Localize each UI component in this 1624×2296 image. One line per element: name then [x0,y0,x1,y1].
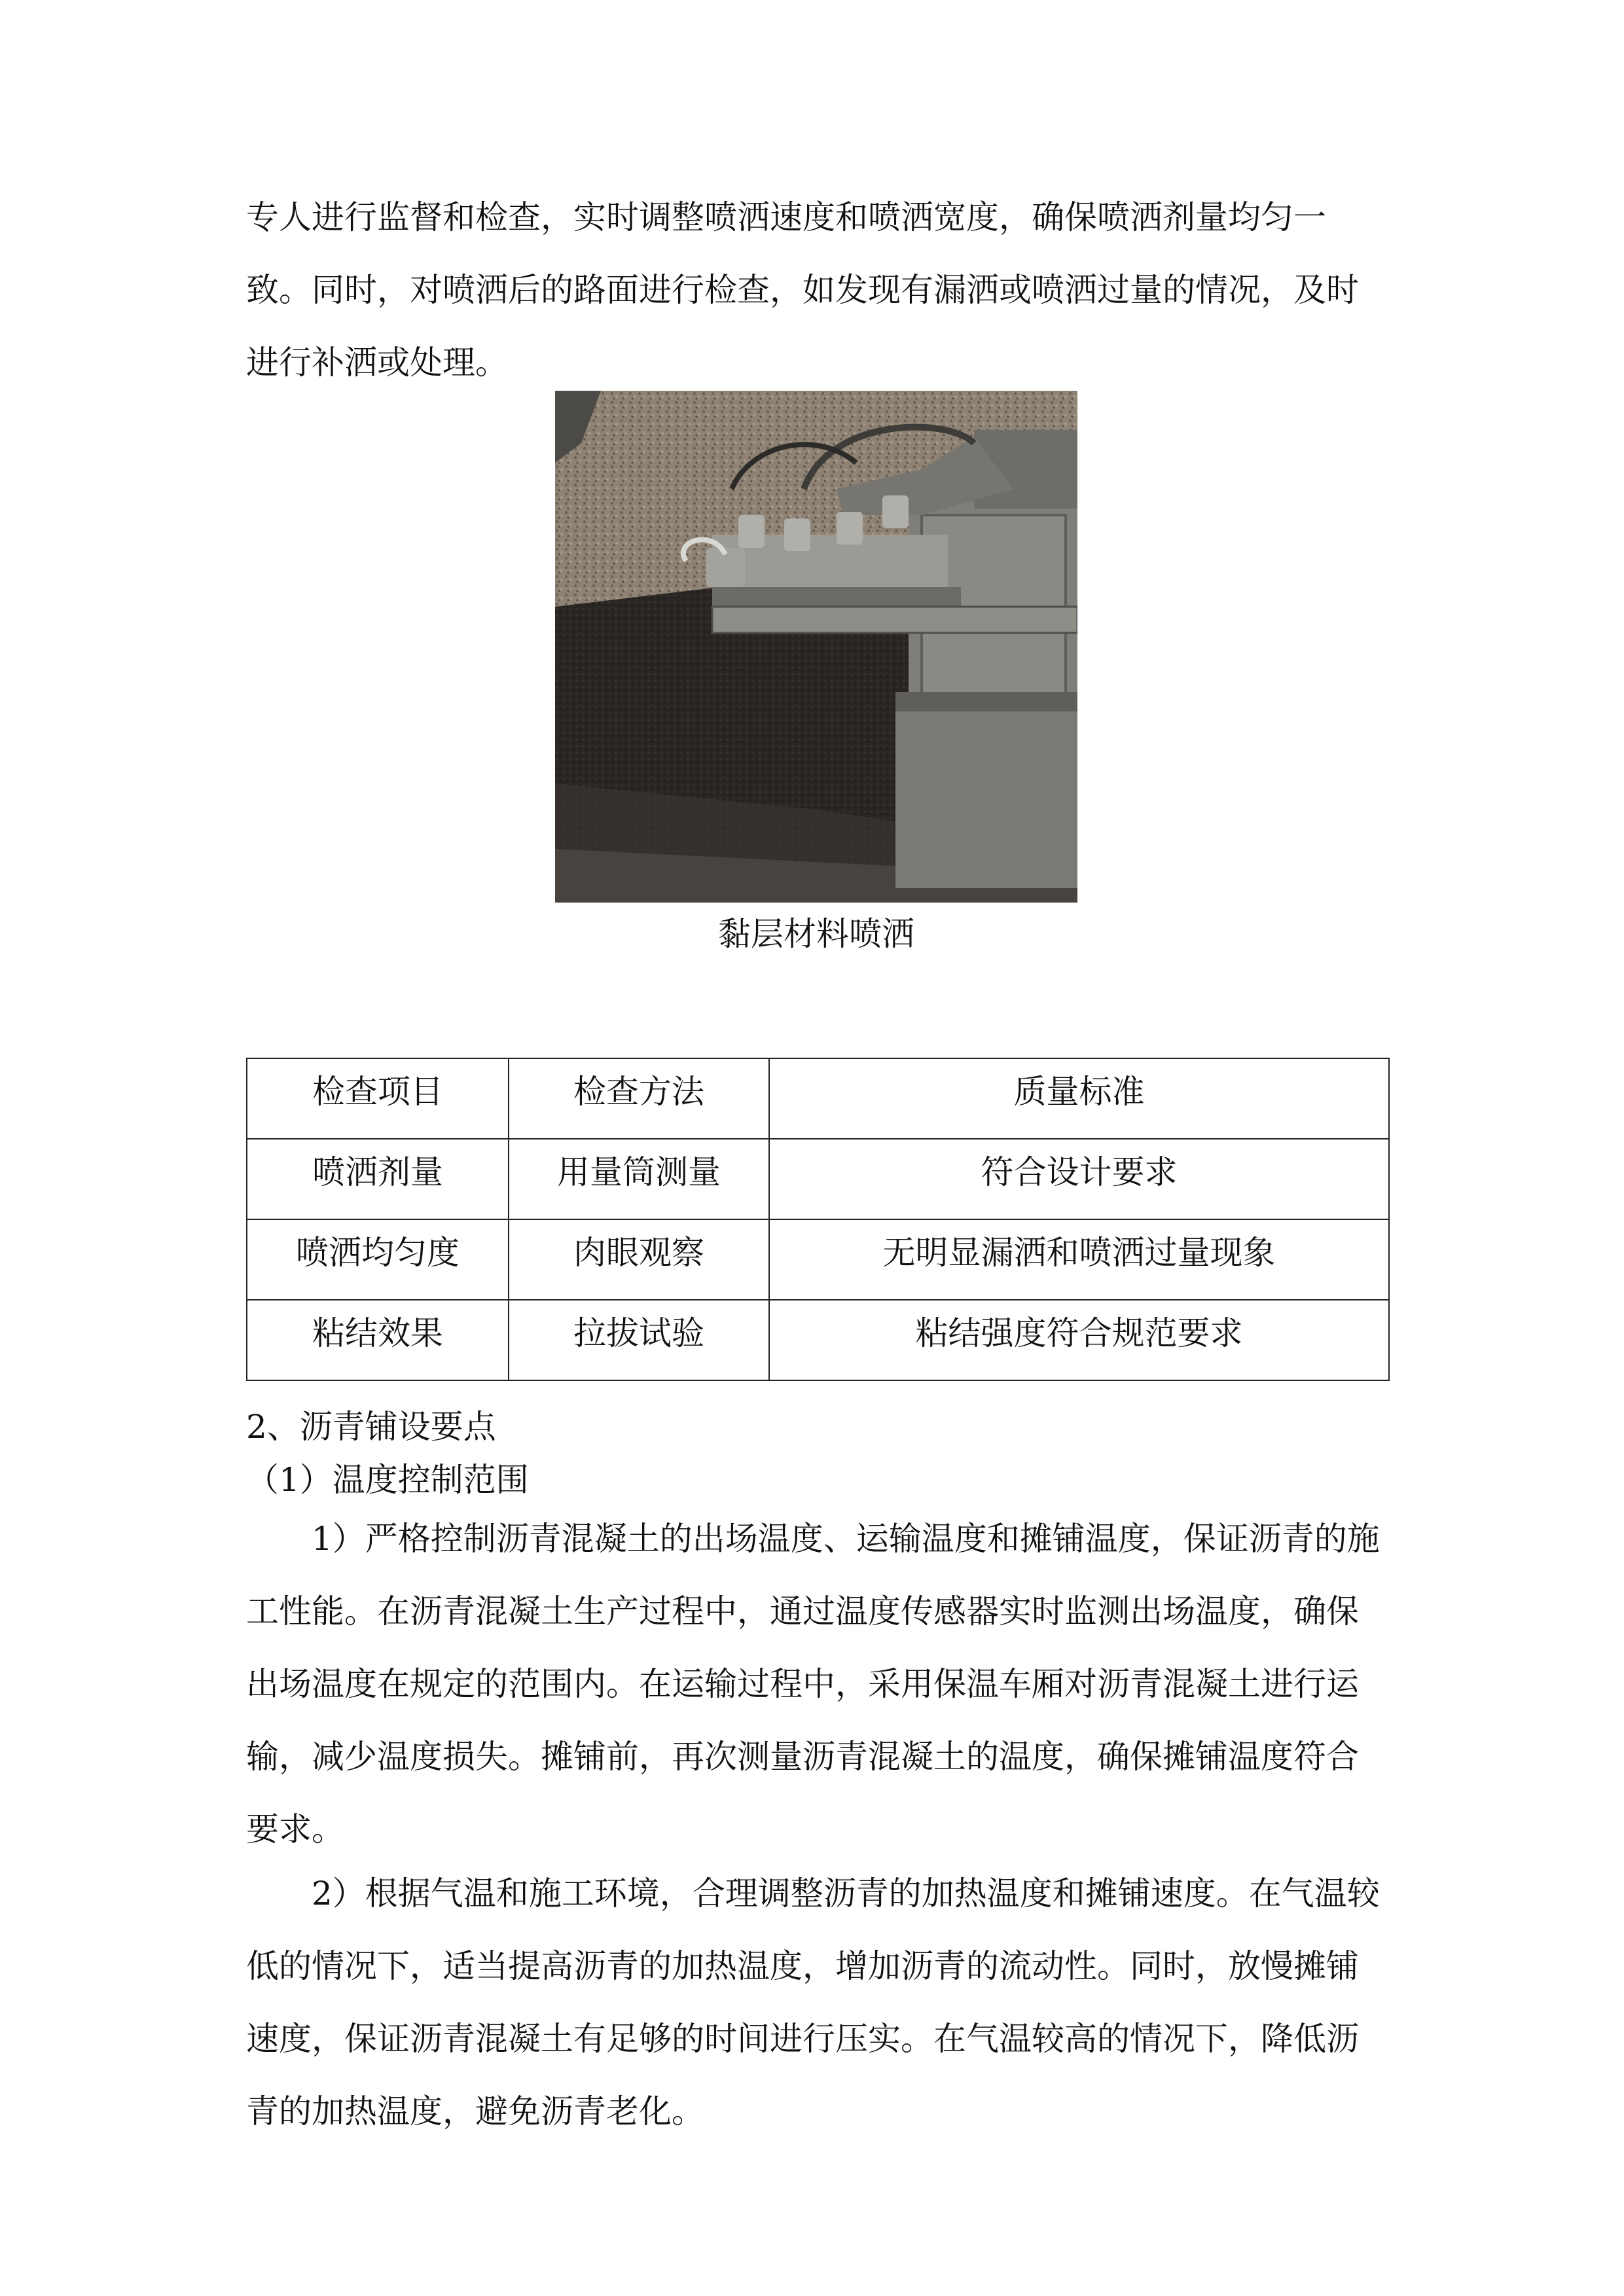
table-cell: 无明显漏洒和喷洒过量现象 [769,1219,1389,1300]
table-cell: 喷洒剂量 [247,1139,509,1219]
table-row [247,1300,1389,1380]
subsection-heading: （1）温度控制范围 [246,1461,529,1499]
table-cell: 粘结效果 [247,1300,509,1380]
table-cell: 拉拔试验 [509,1300,769,1380]
table-header-row [247,1058,1389,1139]
paragraph-1: 1）严格控制沥青混凝土的出场温度、运输温度和摊铺温度，保证沥青的施工性能。在沥青混凝土生产过程中，通过温度传感器实时监测出场温度，确保出场温度在规定的范围内。在运输过程中，采用保温车厢对沥青混凝土进行运输，减少温度损失。摊铺前，再次测量沥青混凝土的温度，确保摊铺温度符合要求。 [246,1520,1380,1848]
table-header-cell: 检查项目 [247,1058,509,1139]
table-row [247,1139,1389,1219]
table-header-cell: 质量标准 [769,1058,1389,1139]
intro-paragraph: 专人进行监督和检查，实时调整喷洒速度和喷洒宽度，确保喷洒剂量均匀一致。同时，对喷洒后的路面进行检查，如发现有漏洒或喷洒过量的情况，及时进行补洒或处理。 [246,198,1359,382]
spraying-photo [555,391,1077,903]
spraying-photo-illustration [555,391,1077,903]
table-cell: 粘结强度符合规范要求 [769,1300,1389,1380]
table-cell: 肉眼观察 [509,1219,769,1300]
inspection-table [246,1058,1390,1381]
table-cell: 喷洒均匀度 [247,1219,509,1300]
table-header-cell: 检查方法 [509,1058,769,1139]
table-row [247,1219,1389,1300]
table-cell: 用量筒测量 [509,1139,769,1219]
figure-caption: 黏层材料喷洒 [718,915,914,953]
paragraph-2: 2）根据气温和施工环境，合理调整沥青的加热温度和摊铺速度。在气温较低的情况下，适当提高沥青的加热温度，增加沥青的流动性。同时，放慢摊铺速度，保证沥青混凝土有足够的时间进行压实。在气温较高的情况下，降低沥青的加热温度，避免沥青老化。 [246,1874,1380,2130]
section-heading: 2、沥青铺设要点 [246,1408,496,1446]
table-cell: 符合设计要求 [769,1139,1389,1219]
